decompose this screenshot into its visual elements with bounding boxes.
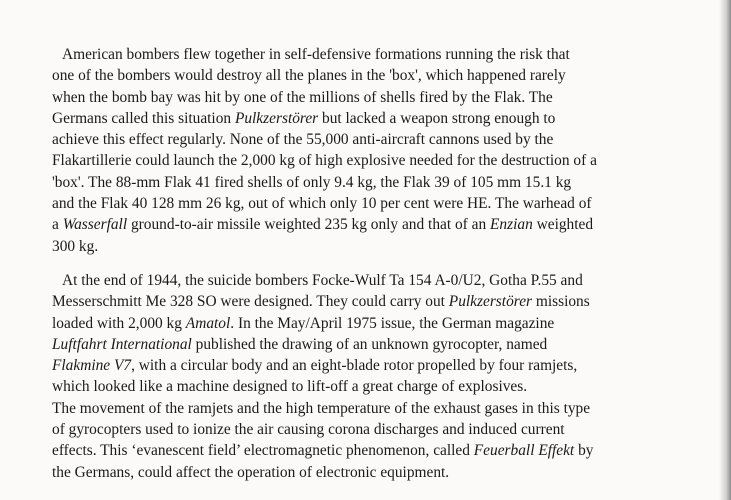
text-line bbox=[52, 236, 720, 257]
text-run: achieve this effect regularly. None of the 55,000 anti-aircraft cannons used by the bbox=[52, 131, 554, 149]
italic-term: Flakmine V7 bbox=[52, 357, 132, 375]
text-run: the Germans, could affect the operation of electronic equipment. bbox=[52, 463, 450, 481]
text-run: a bbox=[52, 216, 63, 234]
text-run: Flakartillerie could launch the 2,000 kg of high explosive needed for the destruction of a bbox=[52, 152, 597, 170]
italic-term: Pulkzerstörer bbox=[448, 293, 533, 311]
paragraph-1 bbox=[52, 44, 720, 257]
text-line bbox=[52, 334, 720, 355]
text-line bbox=[52, 462, 720, 483]
text-line bbox=[62, 44, 720, 65]
text-run: American bombers flew together in self-defensive formations running the risk that bbox=[62, 46, 570, 63]
text-line bbox=[52, 398, 720, 419]
text-line bbox=[62, 270, 720, 291]
text-line bbox=[52, 313, 720, 334]
paragraph-2 bbox=[52, 270, 720, 483]
text-run: . In the May/April 1975 issue, the German magazine bbox=[230, 314, 555, 332]
text-line bbox=[52, 214, 720, 235]
text-run: missions bbox=[532, 293, 590, 311]
italic-term: Wasserfall bbox=[62, 216, 128, 234]
text-run: Germans called this situation bbox=[52, 109, 235, 127]
text-run: weighted bbox=[532, 216, 594, 234]
text-line bbox=[52, 87, 720, 108]
italic-term: Enzian bbox=[490, 216, 533, 234]
italic-term: Pulkzerstörer bbox=[234, 109, 319, 127]
text-run: and the Flak 40 128 mm 26 kg, out of which only 10 per cent were HE. The warhead of bbox=[52, 195, 592, 213]
text-run: 'box'. The 88-mm Flak 41 fired shells of only 9.4 kg, the Flak 39 of 105 mm 15.1 kg bbox=[52, 173, 572, 191]
text-run: when the bomb bay was hit by one of the millions of shells fired by the Flak. The bbox=[52, 88, 553, 106]
italic-term: Amatol bbox=[185, 314, 231, 332]
text-run: loaded with 2,000 kg bbox=[52, 314, 186, 332]
italic-term: Feuerball Effekt bbox=[473, 442, 575, 460]
text-run: by bbox=[574, 442, 594, 460]
text-line bbox=[52, 193, 720, 214]
text-line bbox=[52, 355, 720, 376]
text-line bbox=[52, 65, 720, 86]
text-run: one of the bombers would destroy all the planes in the 'box', which happened rarely bbox=[52, 67, 566, 85]
italic-term: Luftfahrt International bbox=[52, 335, 192, 353]
text-run: published the drawing of an unknown gyrocopter, named bbox=[191, 335, 548, 353]
text-line bbox=[52, 129, 720, 150]
text-run: effects. This ‘evanescent field’ electromagnetic phenomenon, called bbox=[52, 442, 474, 460]
text-line bbox=[52, 440, 720, 461]
text-line bbox=[52, 291, 720, 312]
text-run: ground-to-air missile weighted 235 kg only and that of an bbox=[127, 216, 491, 234]
text-line bbox=[52, 172, 720, 193]
text-run: At the end of 1944, the suicide bombers Focke-Wulf Ta 154 A-0/U2, Gotha P.55 and bbox=[62, 272, 583, 289]
text-run: The movement of the ramjets and the high temperature of the exhaust gases in this type bbox=[52, 399, 591, 417]
text-line bbox=[52, 376, 720, 397]
text-line bbox=[52, 419, 720, 440]
text-run: of gyrocopters used to ionize the air causing corona discharges and induced current bbox=[52, 421, 565, 439]
text-run: but lacked a weapon strong enough to bbox=[318, 109, 556, 127]
page-edge-shadow bbox=[719, 0, 731, 500]
text-line bbox=[52, 108, 720, 129]
text-run: Messerschmitt Me 328 SO were designed. They could carry out bbox=[52, 293, 449, 311]
text-run: which looked like a machine designed to lift-off a great charge of explosives. bbox=[52, 378, 528, 396]
text-line bbox=[52, 150, 720, 171]
text-run: , with a circular body and an eight-blade rotor propelled by four ramjets, bbox=[131, 357, 578, 375]
text-run: 300 kg. bbox=[52, 237, 99, 255]
